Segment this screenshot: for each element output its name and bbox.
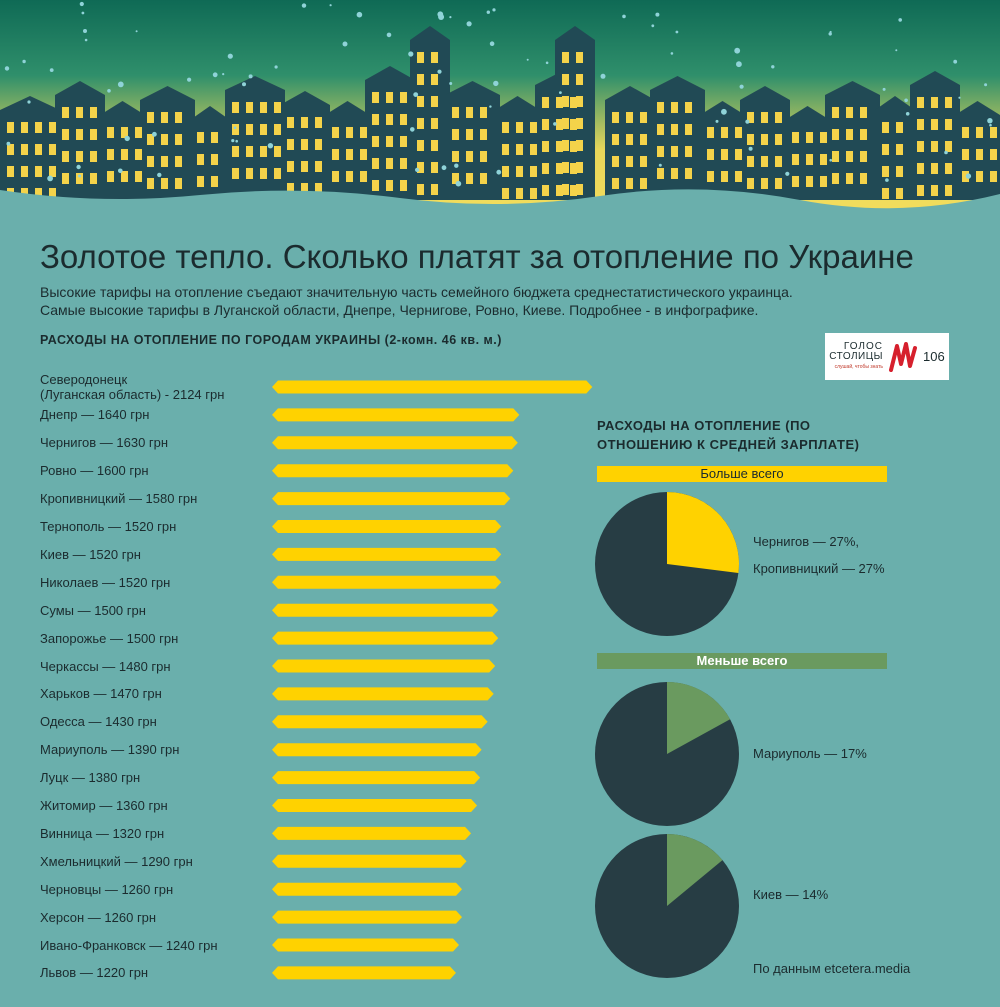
bar-chart-svg bbox=[0, 355, 620, 995]
logo-number: 106 bbox=[923, 349, 945, 364]
subtitle-line-2: Самые высокие тарифы в Луганской области, Днепре, Чернигове, Ровно, Киеве. Подробнее - в инфографике. bbox=[40, 302, 759, 318]
pie-chart bbox=[594, 833, 740, 979]
page-title: Золотое тепло. Сколько платят за отопление по Украине bbox=[40, 238, 914, 275]
bar-label bbox=[40, 372, 224, 402]
logo-line-1: ГОЛОС bbox=[843, 340, 883, 352]
bar-label bbox=[40, 659, 171, 674]
logo-text bbox=[829, 342, 883, 372]
bar bbox=[272, 771, 480, 784]
pie-section-title: РАСХОДЫ НА ОТОПЛЕНИЕ (ПО ОТНОШЕНИЮ К СРЕДНЕЙ ЗАРПЛАТЕ) bbox=[597, 418, 860, 452]
bar-label-line: Николаев — 1520 грн bbox=[40, 574, 171, 590]
bar bbox=[272, 827, 471, 840]
pie-slice-value bbox=[667, 492, 739, 573]
bar-label-line: Киев — 1520 грн bbox=[40, 546, 141, 562]
bar bbox=[272, 548, 501, 561]
bar-label-line: Мариуполь — 1390 грн bbox=[40, 742, 180, 758]
bar-label-line: Днепр — 1640 грн bbox=[40, 407, 150, 423]
bar-label-line: Ивано-Франковск — 1240 грн bbox=[40, 937, 218, 953]
bar-label bbox=[40, 491, 197, 506]
bar-chart-title: РАСХОДЫ НА ОТОПЛЕНИЕ ПО ГОРОДАМ УКРАИНЫ (2-комн. 46 кв. м.) bbox=[40, 333, 502, 347]
bar-label-line: Херсон — 1260 грн bbox=[40, 909, 157, 925]
bar-label bbox=[40, 938, 218, 953]
bar-label-line: Черкассы — 1480 грн bbox=[40, 658, 171, 674]
bar-chart bbox=[0, 355, 620, 995]
bar bbox=[272, 381, 592, 394]
bar-label bbox=[40, 770, 140, 785]
bar-label bbox=[40, 463, 149, 478]
logo-line-2: СТОЛИЦЫ bbox=[829, 350, 883, 362]
pie-label: Киев — 14% bbox=[753, 887, 829, 902]
pie-chart bbox=[594, 491, 740, 637]
page-subtitle bbox=[40, 283, 793, 319]
bar-label-line: Кропивницкий — 1580 грн bbox=[40, 491, 198, 507]
bar-label bbox=[40, 575, 170, 590]
bar-label-line: Черновцы — 1260 грн bbox=[40, 881, 174, 897]
bar-label-line: Тернополь — 1520 грн bbox=[40, 519, 177, 534]
bar-label-line: Сумы — 1500 грн bbox=[40, 602, 146, 618]
bar bbox=[272, 604, 498, 617]
bar-label-line: Одесса — 1430 грн bbox=[40, 714, 157, 730]
bar-label-line: Северодонецк bbox=[40, 372, 128, 387]
bar-label bbox=[40, 742, 179, 757]
bar-label bbox=[40, 910, 156, 925]
bar-label bbox=[40, 798, 168, 813]
bar-label bbox=[40, 965, 148, 980]
band-most: Больше всего bbox=[597, 466, 887, 482]
pie-label: Кропивницкий — 27% bbox=[753, 561, 885, 576]
bar bbox=[272, 464, 513, 477]
bar bbox=[272, 408, 519, 421]
bar-label-line: Чернигов — 1630 грн bbox=[40, 435, 169, 451]
bar-label-line: Луцк — 1380 грн bbox=[40, 770, 141, 786]
bar bbox=[272, 883, 462, 896]
bar-label bbox=[40, 882, 173, 897]
bar bbox=[272, 492, 510, 505]
bar-label bbox=[40, 603, 146, 618]
bar-label-line: Житомир — 1360 грн bbox=[40, 798, 168, 813]
bar bbox=[272, 660, 495, 673]
bar-label bbox=[40, 547, 141, 562]
bar bbox=[272, 632, 498, 645]
bar-label-line: (Луганская область) - 2124 грн bbox=[40, 387, 225, 402]
logo-line-3: слушай, чтобы знать bbox=[834, 363, 883, 370]
pie-label: Мариуполь — 17% bbox=[753, 746, 867, 761]
logo-wave-icon bbox=[887, 340, 921, 374]
bar-label-line: Винница — 1320 грн bbox=[40, 825, 165, 841]
bar-label-line: Хмельницкий — 1290 грн bbox=[40, 853, 193, 869]
bar-label-line: Львов — 1220 грн bbox=[40, 965, 149, 981]
bar-label bbox=[40, 686, 162, 701]
bar-label bbox=[40, 631, 178, 646]
bar bbox=[272, 715, 488, 728]
bar-label bbox=[40, 854, 193, 869]
bar-label bbox=[40, 435, 168, 450]
bar-label bbox=[40, 826, 164, 841]
bar bbox=[272, 743, 482, 756]
pie-label: Чернигов — 27%, bbox=[753, 534, 860, 549]
bar bbox=[272, 966, 456, 979]
radio-logo bbox=[825, 333, 949, 380]
band-least: Меньше всего bbox=[597, 653, 887, 669]
bar bbox=[272, 911, 462, 924]
bar-label bbox=[40, 714, 157, 729]
bar-label bbox=[40, 519, 176, 534]
bar bbox=[272, 855, 467, 868]
bar-label-line: Запорожье — 1500 грн bbox=[40, 630, 179, 646]
bar bbox=[272, 687, 494, 700]
bar bbox=[272, 576, 501, 589]
header-illustration bbox=[0, 0, 1000, 215]
bar bbox=[272, 799, 477, 812]
source-note: По данным etcetera.media bbox=[753, 961, 911, 976]
bar bbox=[272, 436, 518, 449]
pie-chart bbox=[594, 681, 740, 827]
subtitle-line-1: Высокие тарифы на отопление съедают значительную часть семейного бюджета среднестатистического украинца. bbox=[40, 284, 793, 300]
bar-label-line: Харьков — 1470 грн bbox=[40, 686, 162, 702]
bar bbox=[272, 939, 459, 952]
bar bbox=[272, 520, 501, 533]
bar-label bbox=[40, 407, 149, 422]
bar-label-line: Ровно — 1600 грн bbox=[40, 463, 149, 479]
